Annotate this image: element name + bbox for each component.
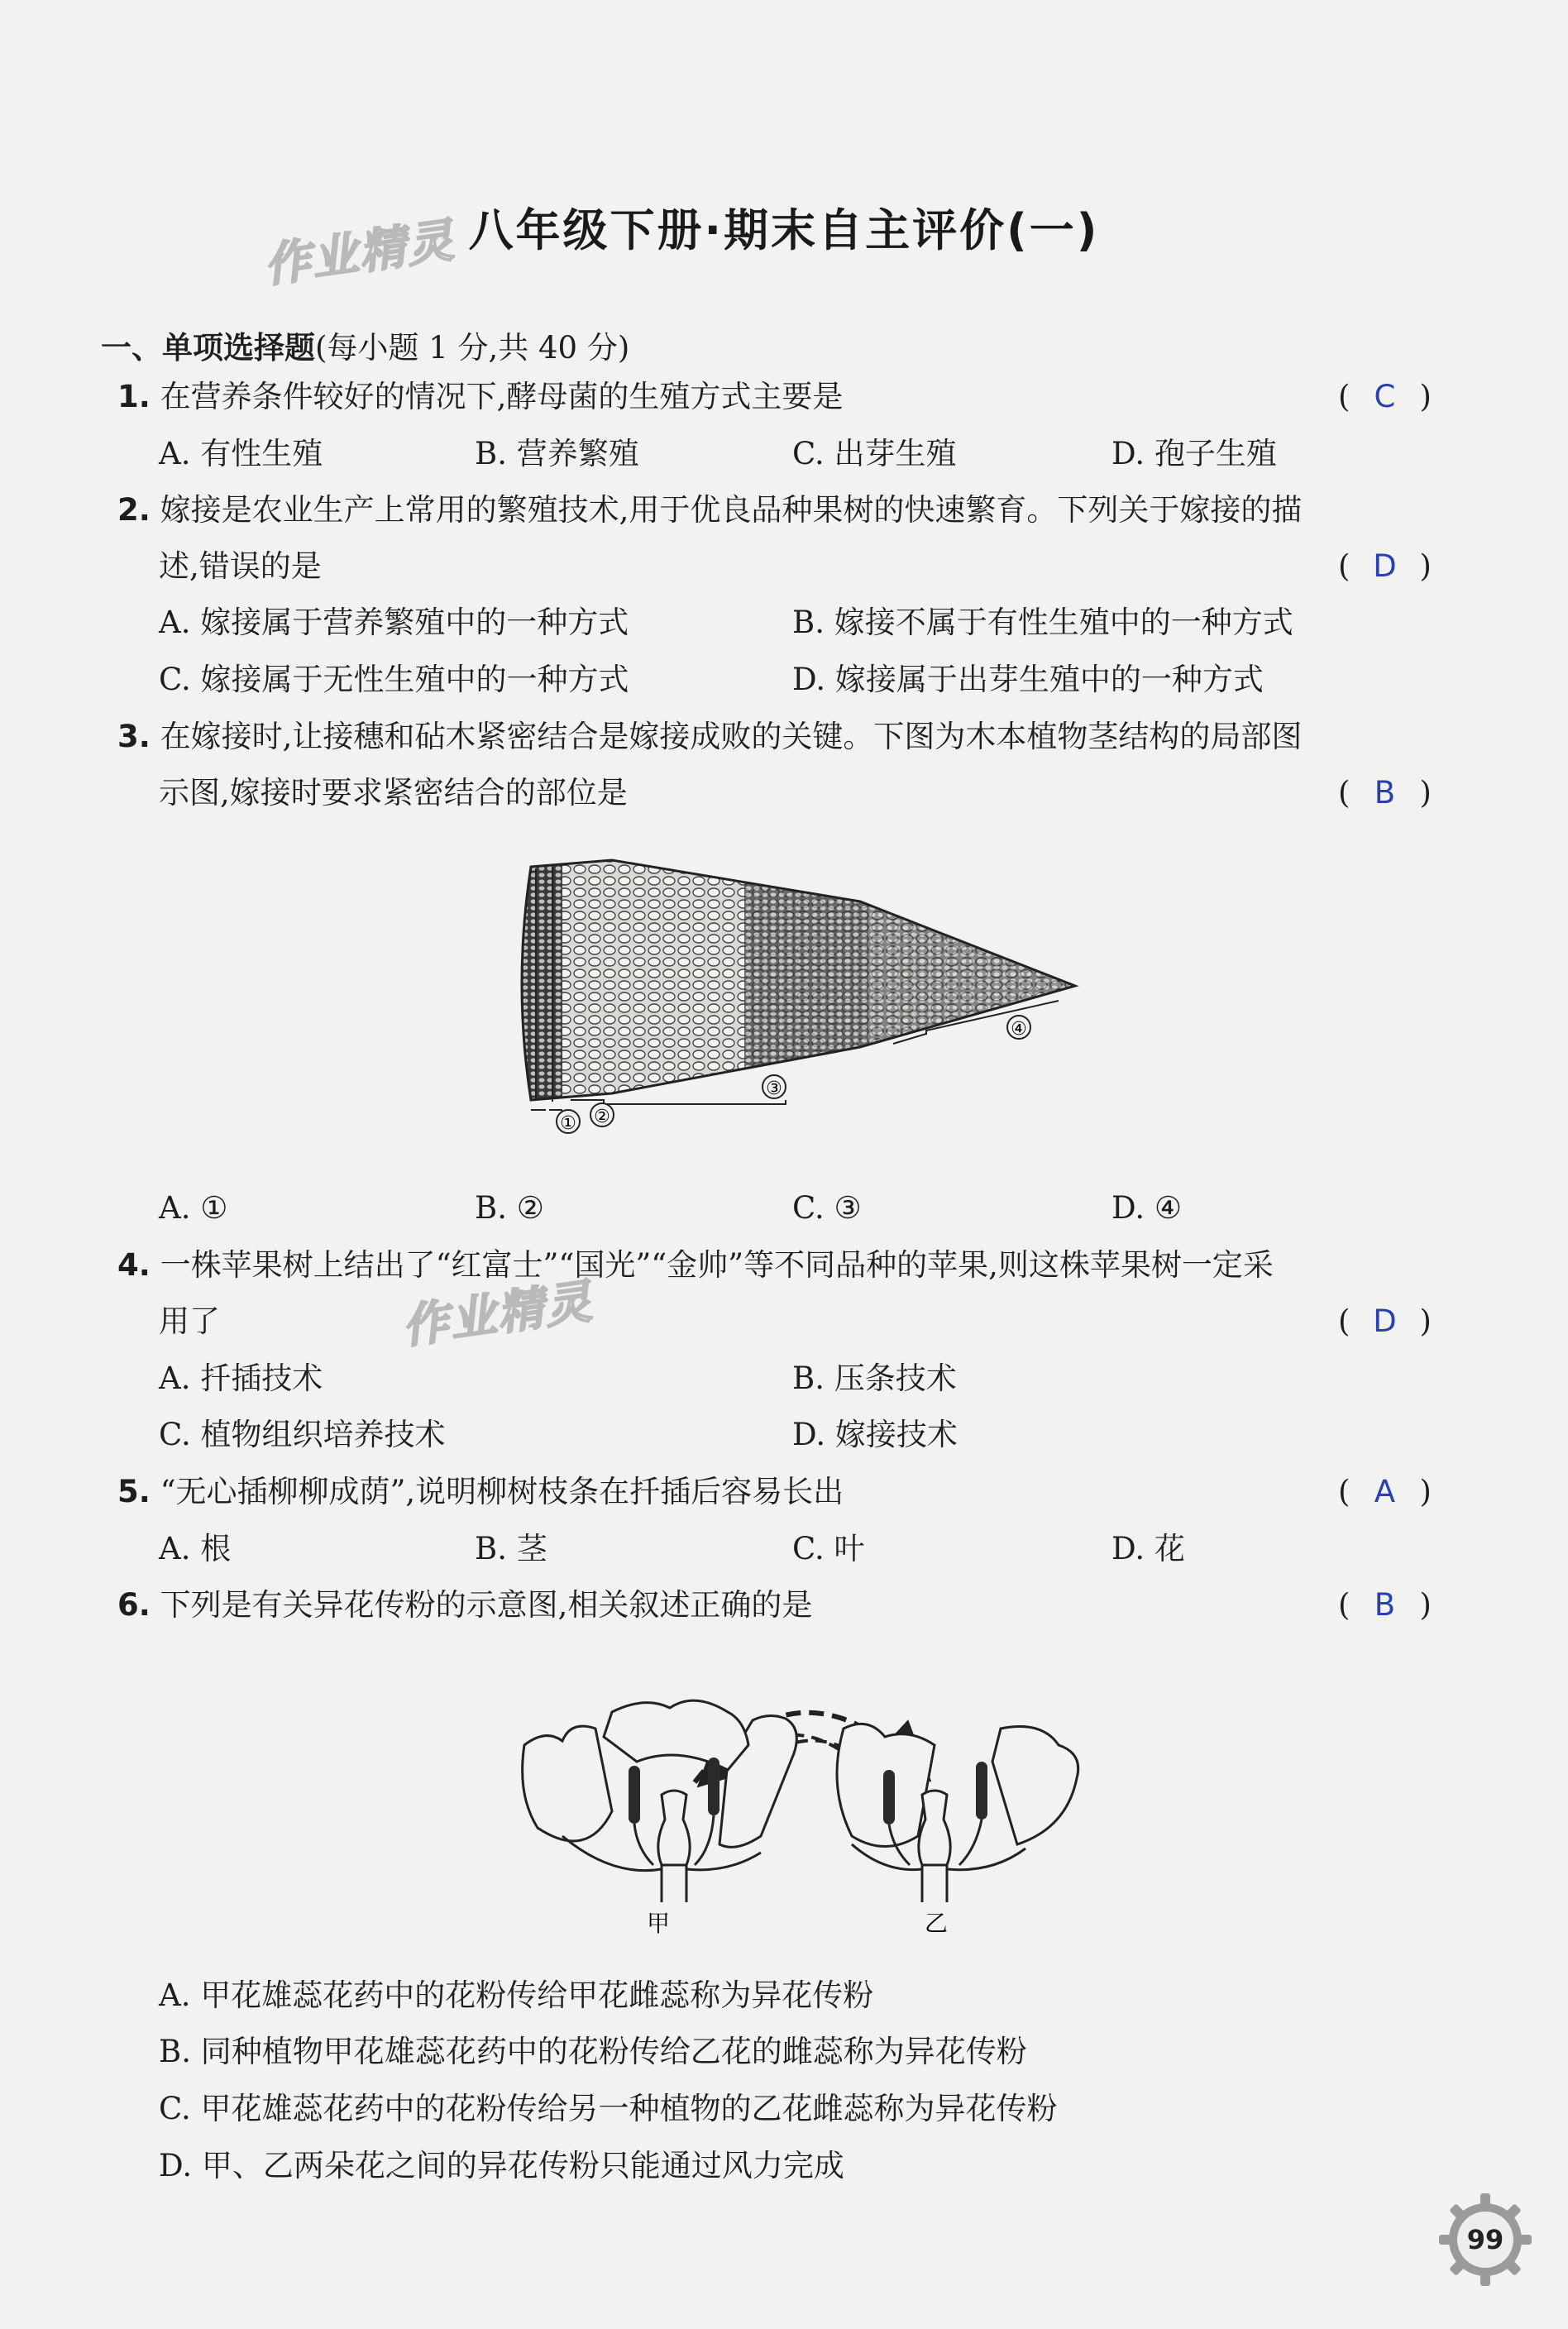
question-text: 在嫁接时,让接穗和砧木紧密结合是嫁接成败的关键。下图为木本植物茎结构的局部图 <box>160 719 1303 754</box>
answer-letter: A <box>1374 1474 1396 1509</box>
watermark: 作业精灵 <box>261 213 459 294</box>
option-a: A. 有性生殖 <box>159 436 323 471</box>
question-text: 下列是有关异花传粉的示意图,相关叙述正确的是 <box>160 1587 813 1623</box>
option-c: C. 叶 <box>792 1531 865 1566</box>
option-d: D. ④ <box>1111 1190 1183 1226</box>
question-number: 3. <box>117 719 151 754</box>
answer-6: ( B ) <box>1338 1585 1432 1626</box>
page-number-badge <box>1436 2190 1535 2289</box>
answer-2: ( D ) <box>1338 546 1432 587</box>
question-1 <box>117 376 843 418</box>
option-c: C. 甲花雄蕊花药中的花粉传给另一种植物的乙花雌蕊称为异花传粉 <box>159 2091 1058 2126</box>
stem-cross-section-figure <box>513 852 1092 1150</box>
question-2-line-2: 述,错误的是 <box>159 548 322 584</box>
figure-label: ② <box>594 1107 610 1127</box>
figure-label-yi: 乙 <box>924 1910 949 1937</box>
option-c: C. 嫁接属于无性生殖中的一种方式 <box>159 662 629 697</box>
cross-pollination-figure <box>513 1671 1092 1935</box>
page-number: 99 <box>1466 2224 1504 2255</box>
question-4-line-2: 用了 <box>159 1303 220 1339</box>
option-a: A. 嫁接属于营养繁殖中的一种方式 <box>159 605 629 640</box>
question-number: 6. <box>117 1587 151 1623</box>
answer-letter: D <box>1373 548 1397 584</box>
option-b: B. 嫁接不属于有性生殖中的一种方式 <box>792 605 1293 640</box>
anther <box>976 1762 987 1820</box>
figure-label: ① <box>560 1113 576 1134</box>
answer-5: ( A ) <box>1338 1471 1432 1513</box>
option-a: A. 扦插技术 <box>159 1361 323 1396</box>
page-title: 八年级下册·期末自主评价(一) <box>468 204 1100 256</box>
question-text: 在营养条件较好的情况下,酵母菌的生殖方式主要是 <box>160 379 844 414</box>
question-number: 2. <box>117 492 151 528</box>
question-2 <box>117 490 1302 531</box>
option-a: A. 根 <box>159 1531 232 1566</box>
label-3 <box>762 1075 786 1099</box>
option-d: D. 孢子生殖 <box>1111 436 1277 471</box>
question-4 <box>117 1245 1274 1286</box>
option-b: B. 压条技术 <box>792 1361 957 1396</box>
answer-letter: C <box>1374 379 1396 414</box>
question-5 <box>117 1471 844 1513</box>
label-1 <box>557 1110 580 1134</box>
question-text: 嫁接是农业生产上常用的繁殖技术,用于优良品种果树的快速繁育。下列关于嫁接的描 <box>160 492 1303 528</box>
figure-label: ④ <box>1011 1019 1027 1040</box>
answer-3: ( B ) <box>1338 772 1432 814</box>
figure-label-jia: 甲 <box>646 1910 671 1937</box>
option-d: D. 嫁接技术 <box>792 1417 958 1452</box>
question-number: 1. <box>117 379 151 414</box>
section-note: (每小题 1 分,共 40 分) <box>315 330 630 366</box>
option-d: D. 甲、乙两朵花之间的异花传粉只能通过风力完成 <box>159 2148 844 2183</box>
answer-letter: B <box>1374 775 1396 811</box>
option-a: A. ① <box>159 1190 228 1226</box>
anther <box>883 1770 895 1824</box>
option-d: D. 嫁接属于出芽生殖中的一种方式 <box>792 662 1264 697</box>
figure-label: ③ <box>766 1078 782 1099</box>
option-b: B. 同种植物甲花雄蕊花药中的花粉传给乙花的雌蕊称为异花传粉 <box>159 2034 1027 2069</box>
option-b: B. 营养繁殖 <box>475 436 639 471</box>
option-b: B. ② <box>475 1190 544 1226</box>
option-c: C. 植物组织培养技术 <box>159 1417 446 1452</box>
option-b: B. 茎 <box>475 1531 547 1566</box>
anther <box>629 1766 640 1824</box>
question-text: “无心插柳柳成荫”,说明柳树枝条在扦插后容易长出 <box>160 1474 844 1509</box>
label-2 <box>590 1103 614 1127</box>
option-c: C. ③ <box>792 1190 862 1226</box>
pistil <box>919 1791 950 1865</box>
answer-1: ( C ) <box>1338 376 1432 418</box>
answer-letter: D <box>1373 1303 1397 1339</box>
question-text: 一株苹果树上结出了“红富士”“国光”“金帅”等不同品种的苹果,则这株苹果树一定采 <box>160 1247 1274 1283</box>
pistil <box>658 1791 690 1865</box>
section-label: 一、单项选择题 <box>101 330 315 366</box>
option-d: D. 花 <box>1111 1531 1185 1566</box>
flower-jia <box>523 1700 797 1902</box>
question-number: 4. <box>117 1247 151 1283</box>
section-heading <box>101 323 629 367</box>
question-3 <box>117 716 1302 758</box>
question-number: 5. <box>117 1474 151 1509</box>
anther <box>708 1758 719 1815</box>
label-4 <box>1007 1016 1030 1040</box>
question-3-line-2: 示图,嫁接时要求紧密结合的部位是 <box>159 775 628 811</box>
flower-yi <box>837 1724 1078 1902</box>
answer-4: ( D ) <box>1338 1301 1432 1342</box>
option-c: C. 出芽生殖 <box>792 436 957 471</box>
option-a: A. 甲花雄蕊花药中的花粉传给甲花雌蕊称为异花传粉 <box>159 1977 874 2013</box>
answer-letter: B <box>1374 1587 1396 1623</box>
watermark: 作业精灵 <box>399 1274 597 1355</box>
question-6 <box>117 1585 812 1626</box>
